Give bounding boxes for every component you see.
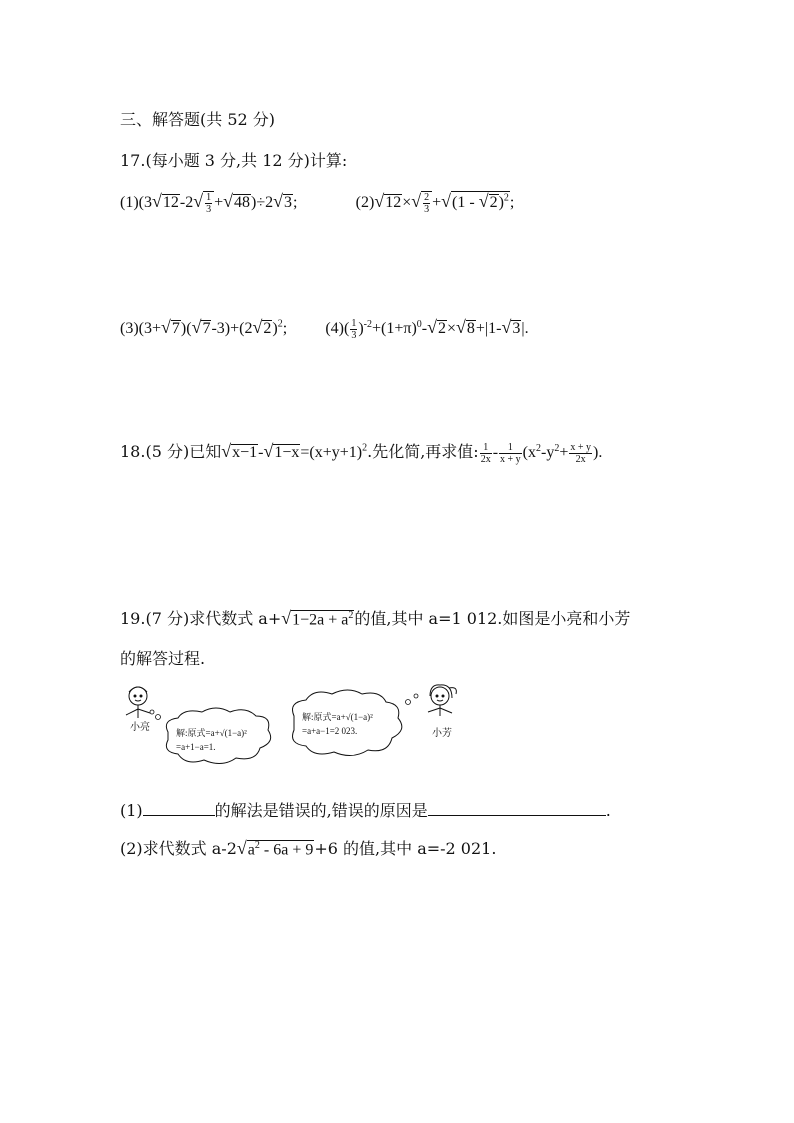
q17-part4: (4)( $\frac{1}{3}$ )$^{-2}+(1+\pi)^0-√2\times√8+|1-√3|$. <box>325 317 529 341</box>
answer-blank-2[interactable] <box>428 801 606 816</box>
section-title: 三、解答题(共 52 分) <box>120 110 276 129</box>
q17-row2 <box>120 318 529 341</box>
q18-line: 18.(5 分)已知$√x-1-√1-x=(x+y+1)^2$.先化简,再求值: $\frac{1}{2x}$ - $\frac{1}{x + y}$ ($x^2-y^2+$ $\frac{x + y}{2x}$ ). <box>120 441 603 465</box>
left-solution-line1: 解:原式=a+√(1−a)² <box>176 728 247 738</box>
answer-blank-1[interactable] <box>143 801 215 816</box>
q19-sub2: (2)求代数式 $a-2√a^2 - 6a + 9+6$ 的值,其中 a=-2 021. <box>120 838 497 858</box>
right-thought-cloud <box>293 690 402 756</box>
left-student-name: 小亮 <box>130 722 150 733</box>
solution-illustration <box>118 682 470 782</box>
q19-sub1: (1) 的解法是错误的,错误的原因是 . <box>120 801 611 820</box>
girl-figure-icon <box>428 685 456 716</box>
q17-header: 17.(每小题 3 分,共 12 分)计算: <box>120 151 348 170</box>
q17-row1 <box>120 191 514 215</box>
q17-part1: (1)(3√12-2√ $\frac{1}{3}$ +√48)÷2√3; <box>120 191 298 215</box>
q19-line2: 的解答过程. <box>120 649 206 668</box>
left-solution-line2: =a+1−a=1. <box>176 742 216 752</box>
right-student-name: 小芳 <box>432 728 452 739</box>
q19-line1: 19.(7 分)求代数式 $a+√1-2a + a^2$的值,其中 a=1 012.如图是小亮和小芳 <box>120 608 631 628</box>
right-solution-line1: 解:原式=a+√(1−a)² <box>302 712 373 722</box>
q17-part2: (2)√12×√ $\frac{2}{3}$ +√(1 - √2)$^2$; <box>355 191 515 215</box>
boy-figure-icon <box>126 687 150 718</box>
right-solution-line2: =a+a−1=2 023. <box>302 726 358 736</box>
q17-part3: $(3)(3+√7)(√7-3)+(2√2)^2$; <box>120 317 288 338</box>
